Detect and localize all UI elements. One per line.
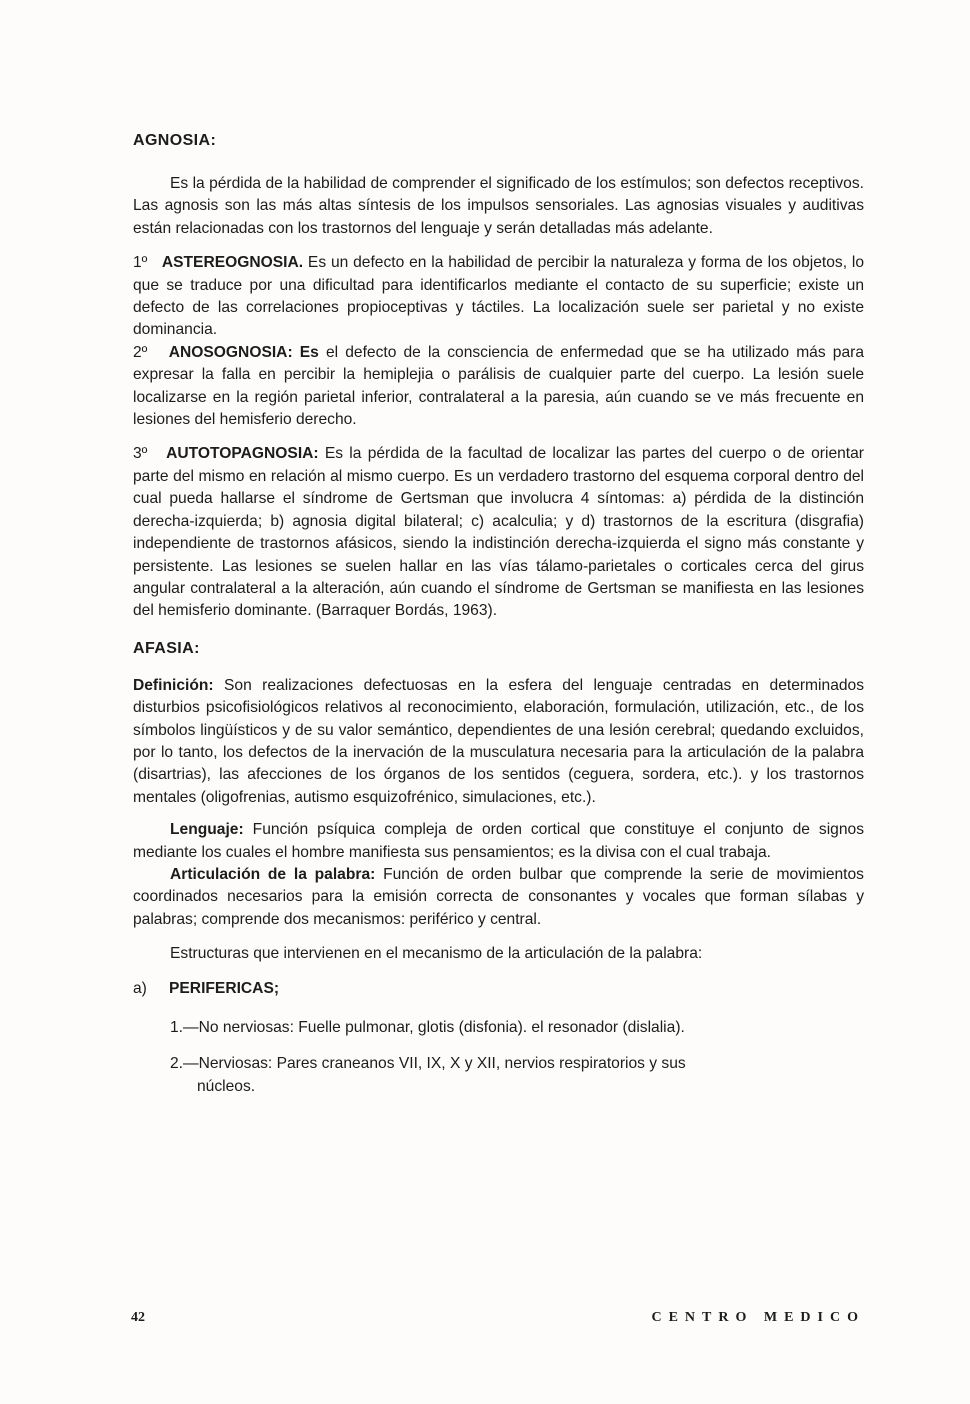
item-term: ANOSOGNOSIA: Es xyxy=(168,343,319,361)
item-text: Es un defecto en la habilidad de percibir la naturaleza y forma de los objetos, lo que se traduce por una dificultad para identificarlos mediante el contacto de su superficie; existe un defecto de las correlaciones propioceptivas y táctiles. La localización suele ser parietal y no existe dominancia. xyxy=(133,254,864,339)
list-item xyxy=(133,1017,864,1039)
list-item-continuation: núcleos. xyxy=(197,1077,256,1095)
lenguaje-term: Lenguaje: xyxy=(170,821,244,839)
page-number: 42 xyxy=(131,1310,145,1325)
list-item-label: 2.—Nerviosas: xyxy=(170,1055,273,1073)
item-number: 2º xyxy=(133,343,148,361)
definition-paragraph xyxy=(133,675,864,809)
definition-term: Definición: xyxy=(133,676,214,694)
item-text: el defecto de la consciencia de enfermedad que se ha utilizado más para expresar la falla en percibir la hemiplejia o parálisis de cualquier parte del cuerpo. La lesión suele localizarse en la región parietal inferior, contralateral a la paresia, aún cuando se ve más frecuente en lesiones del hemisferio derecho. xyxy=(133,343,864,429)
item-number: 3º xyxy=(133,445,148,463)
agnosia-heading: AGNOSIA: xyxy=(133,132,217,149)
agnosia-intro: Es la pérdida de la habilidad de comprender el significado de los estímulos; son defectos receptivos. Las agnosis son las más altas síntesis de los impulsos sensoriales. Las agnosias visuales y auditivas están relacionadas con los trastornos del lenguaje y serán detalladas más adelante. xyxy=(133,175,864,237)
perifericas-heading xyxy=(133,978,864,1000)
lenguaje-text: Función psíquica compleja de orden cortical que constituye el conjunto de signos mediante los cuales el hombre manifiesta sus pensamientos; es la divisa con el cual trabaja. xyxy=(133,821,865,861)
page-body xyxy=(133,132,864,1098)
item-text: Es la pérdida de la facultad de localizar las partes del cuerpo o de orientar parte del mismo en relación al mismo cuerpo. Es un verdadero trastorno del esquema corporal dentro del cual pueda hallarse el síndrome de Gertsman que involucra 4 síntomas: a) pérdida de la distinción derecha-izquierda; b) agnosia digital bilateral; c) acalculia; y d) trastornos de la escritura (disgrafia) independiente de trastornos afásicos, siendo la indistinción derecha-izquierda el signo más constante y persistente. Las lesiones se suelen hallar en las vías tálamo-parietales o corticales cerca del girus angular contralateral a la alteración, aún cuando el síndrome de Gertsman se manifiesta en las lesiones del hemisferio dominante. (Barraquer Bordás, 1963). xyxy=(133,445,864,620)
item-term: AUTOTOPAGNOSIA: xyxy=(166,445,319,463)
list-label: a) xyxy=(133,979,147,997)
perifericas-term: PERIFERICAS; xyxy=(169,979,280,997)
articulacion-term: Articulación de la palabra: xyxy=(170,865,376,883)
list-item-label: 1.—No nerviosas: xyxy=(170,1019,294,1036)
lenguaje-paragraph xyxy=(133,819,864,864)
list-item-text: Pares craneanos VII, IX, X y XII, nervios respiratorios y sus xyxy=(276,1055,686,1073)
journal-name: CENTRO MEDICO xyxy=(651,1310,865,1325)
list-item xyxy=(133,1053,864,1098)
estructuras-paragraph: Estructuras que intervienen en el mecanismo de la articulación de la palabra: xyxy=(170,945,703,963)
anosognosia-paragraph xyxy=(133,342,864,432)
autotopagnosia-paragraph xyxy=(133,443,864,622)
articulacion-paragraph xyxy=(133,864,864,931)
list-item-text: Fuelle pulmonar, glotis (disfonia). el resonador (dislalia). xyxy=(298,1019,685,1036)
astereognosia-paragraph xyxy=(133,252,864,342)
definition-text: Son realizaciones defectuosas en la esfera del lenguaje centradas en determinados disturbios psicofisiológicos relativos al reconocimiento, elaboración, formulación, utilización, etc., de los símbolos lingüísticos y de su valor semántico, dependientes de una lesión cerebral; quedando excluidos, por lo tanto, los defectos de la inervación de la musculatura necesaria para la articulación de la palabra (disartrias), las afecciones de los órganos de los sentidos (ceguera, sordera, etc.). y los trastornos mentales (oligofrenias, autismo esquizofrénico, simulaciones, etc.). xyxy=(133,676,865,806)
afasia-heading: AFASIA: xyxy=(133,639,200,657)
articulacion-text: Función de orden bulbar que comprende la serie de movimientos coordinados necesarios para la emisión correcta de consonantes y vocales que forman sílabas y palabras; comprende dos mecanismos: periférico y central. xyxy=(133,865,864,928)
item-term: ASTEREOGNOSIA. xyxy=(161,254,304,272)
item-number: 1º xyxy=(133,254,148,272)
